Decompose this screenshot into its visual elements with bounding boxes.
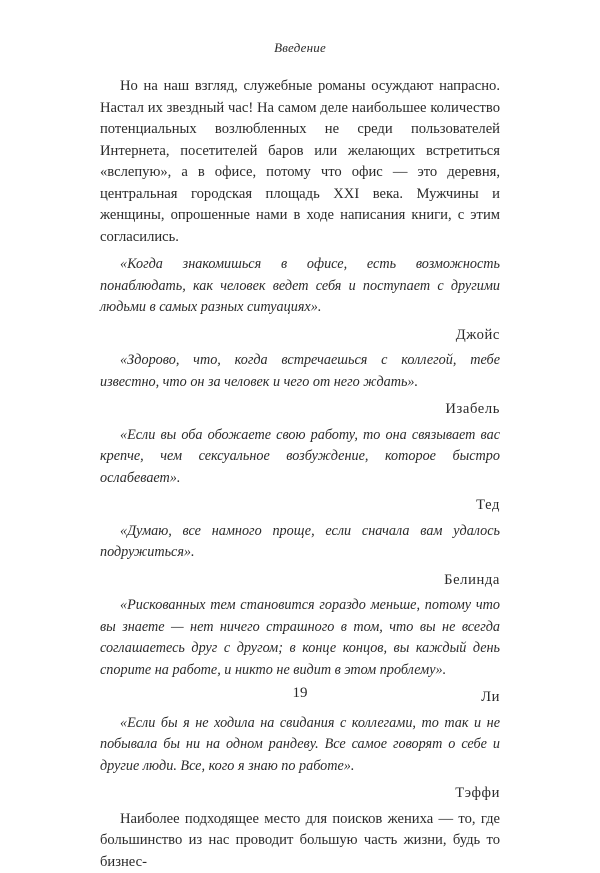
page-number: 19 — [0, 685, 600, 702]
quote-author: Тед — [100, 489, 500, 521]
quote-text: «Когда знакомишься в офисе, есть возможность понаблюдать, как человек ведет себя и поступает с другими людьми в самых разных ситуациях». — [100, 254, 500, 319]
quote-author: Тэффи — [100, 777, 500, 809]
page-content — [100, 76, 500, 873]
quote-author: Джойс — [100, 319, 500, 351]
quote-author: Ли — [100, 681, 500, 713]
quote-text: «Если бы я не ходила на свидания с коллегами, то так и не побывала бы ни на одном рандеву. Все самое говорят о себе и другие люди. Все, кого я знаю по работе». — [100, 713, 500, 778]
quote-text: «Если вы оба обожаете свою работу, то она связывает вас крепче, чем сексуальное возбуждение, которое быстро ослабевает». — [100, 425, 500, 490]
quote-author: Белинда — [100, 564, 500, 596]
quote-text: «Думаю, все намного проще, если сначала вам удалось подружиться». — [100, 521, 500, 564]
quote-text: «Рискованных тем становится гораздо меньше, потому что вы знаете — нет ничего страшного в том, что вы не всегда соглашаетесь друг с другом; в конце концов, вы каждый день спорите на работе, и никто не видит в этом проблему». — [100, 595, 500, 681]
quote-block — [100, 713, 500, 809]
intro-paragraph: Но на наш взгляд, служебные романы осуждают напрасно. Настал их звездный час! На самом деле наибольшее количество потенциальных возлюбленных не среди пользователей Интернета, посетителей баров или желающих встретиться «вслепую», а в офисе, потому что офис — это деревня, центральная городская площадь XXI века. Мужчины и женщины, опрошенные нами в ходе написания книги, с этим согласились. — [100, 76, 500, 248]
quote-block — [100, 254, 500, 350]
closing-paragraph: Наиболее подходящее место для поисков жениха — то, где большинство из нас проводит большую часть жизни, будь то бизнес- — [100, 809, 500, 873]
quote-text: «Здорово, что, когда встречаешься с коллегой, тебе известно, что он за человек и чего от него ждать». — [100, 350, 500, 393]
quote-block — [100, 521, 500, 596]
quote-block — [100, 425, 500, 521]
quote-author: Изабель — [100, 393, 500, 425]
running-head: Введение — [0, 40, 600, 56]
quote-block — [100, 350, 500, 425]
